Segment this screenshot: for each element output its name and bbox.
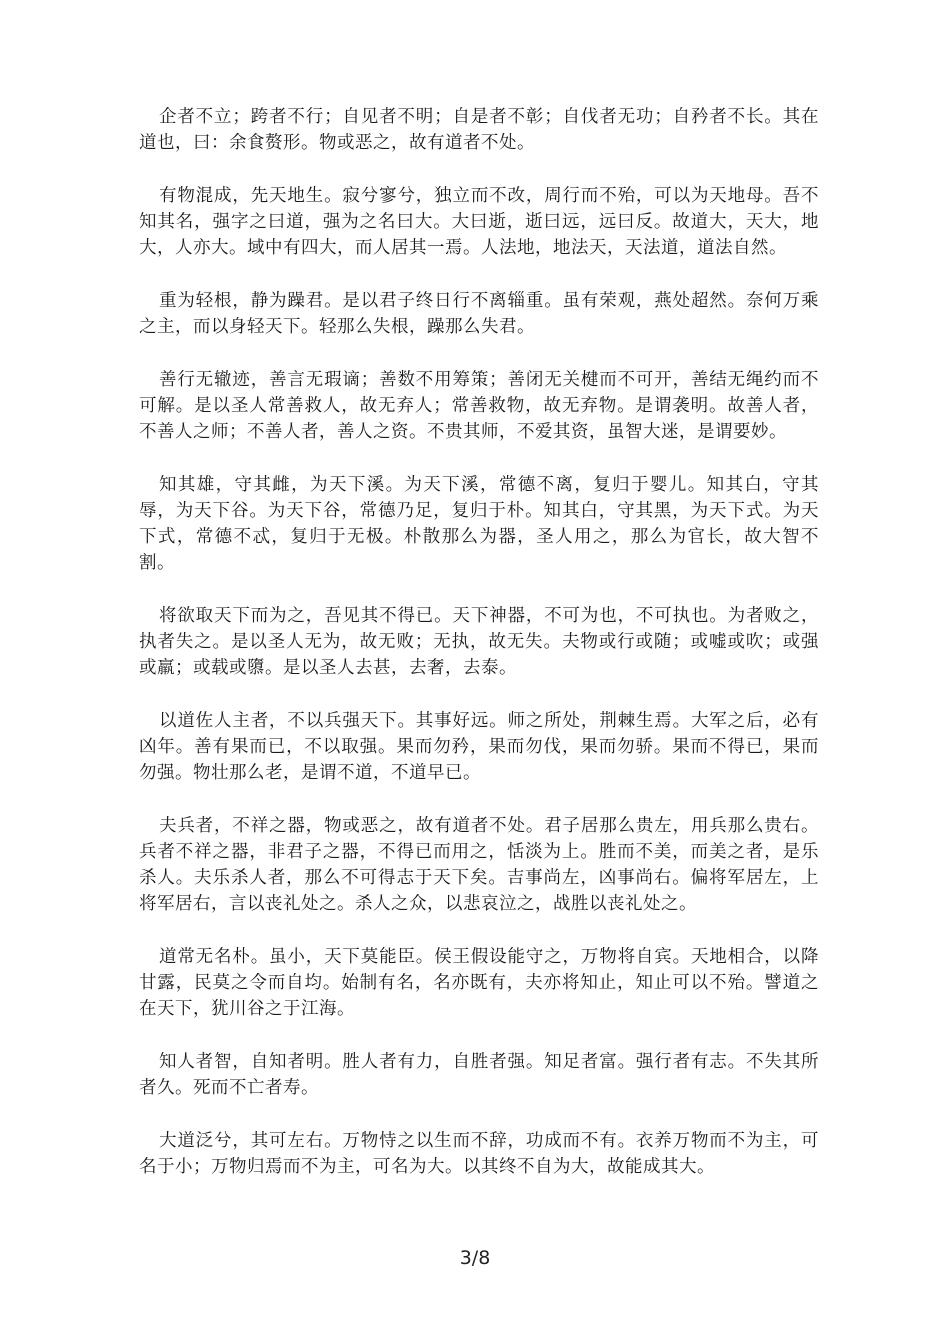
paragraph-3: 重为轻根，静为躁君。是以君子终日行不离辎重。虽有荣观，燕处超然。奈何万乘之主，而以身轻天下。轻那么失根，躁那么失君。: [139, 291, 819, 337]
paragraph-11: 大道泛兮，其可左右。万物恃之以生而不辞，功成而不有。衣养万物而不为主，可名于小；万物归焉而不为主，可名为大。以其终不自为大，故能成其大。: [139, 1131, 819, 1177]
paragraph-5: 知其雄，守其雌，为天下溪。为天下溪，常德不离，复归于婴儿。知其白，守其辱，为天下谷。为天下谷，常德乃足，复归于朴。知其白，守其黑，为天下式。为天下式，常德不忒，复归于无极。朴散那么为器，圣人用之，那么为官长，故大智不割。: [139, 475, 819, 573]
paragraph-2: 有物混成，先天地生。寂兮寥兮，独立而不改，周行而不殆，可以为天地母。吾不知其名，强字之曰道，强为之名曰大。大曰逝，逝曰远，远曰反。故道大，天大，地大，人亦大。域中有四大，而人居其一焉。人法地，地法天，天法道，道法自然。: [139, 186, 819, 258]
paragraph-9: 道常无名朴。虽小，天下莫能臣。侯王假设能守之，万物将自宾。天地相合，以降甘露，民莫之令而自均。始制有名，名亦既有，夫亦将知止，知止可以不殆。譬道之在天下，犹川谷之于江海。: [139, 947, 819, 1019]
paragraph-6: 将欲取天下而为之，吾见其不得已。天下神器，不可为也，不可执也。为者败之，执者失之。是以圣人无为，故无败；无执，故无失。夫物或行或随；或嘘或吹；或强或羸；或载或隳。是以圣人去甚，去奢，去泰。: [139, 606, 819, 678]
page-number: 3/8: [459, 1247, 491, 1269]
document-body: [139, 104, 819, 1207]
paragraph-8: 夫兵者，不祥之器，物或恶之，故有道者不处。君子居那么贵左，用兵那么贵右。兵者不祥之器，非君子之器，不得已而用之，恬淡为上。胜而不美，而美之者，是乐杀人。夫乐杀人者，那么不可得志于天下矣。吉事尚左，凶事尚右。偏将军居左，上将军居右，言以丧礼处之。杀人之众，以悲哀泣之，战胜以丧礼处之。: [139, 816, 819, 914]
paragraph-1: 企者不立；跨者不行；自见者不明；自是者不彰；自伐者无功；自矜者不长。其在道也，曰：余食赘形。物或恶之，故有道者不处。: [139, 107, 819, 153]
paragraph-10: 知人者智，自知者明。胜人者有力，自胜者强。知足者富。强行者有志。不失其所者久。死而不亡者寿。: [139, 1052, 819, 1098]
paragraph-7: 以道佐人主者，不以兵强天下。其事好远。师之所处，荆棘生焉。大军之后，必有凶年。善有果而已，不以取强。果而勿矜，果而勿伐，果而勿骄。果而不得已，果而勿强。物壮那么老，是谓不道，不道早已。: [139, 711, 819, 783]
paragraph-4: 善行无辙迹，善言无瑕谪；善数不用筹策；善闭无关楗而不可开，善结无绳约而不可解。是以圣人常善救人，故无弃人；常善救物，故无弃物。是谓袭明。故善人者，不善人之师；不善人者，善人之资。不贵其师，不爱其资，虽智大迷，是谓要妙。: [139, 370, 819, 442]
